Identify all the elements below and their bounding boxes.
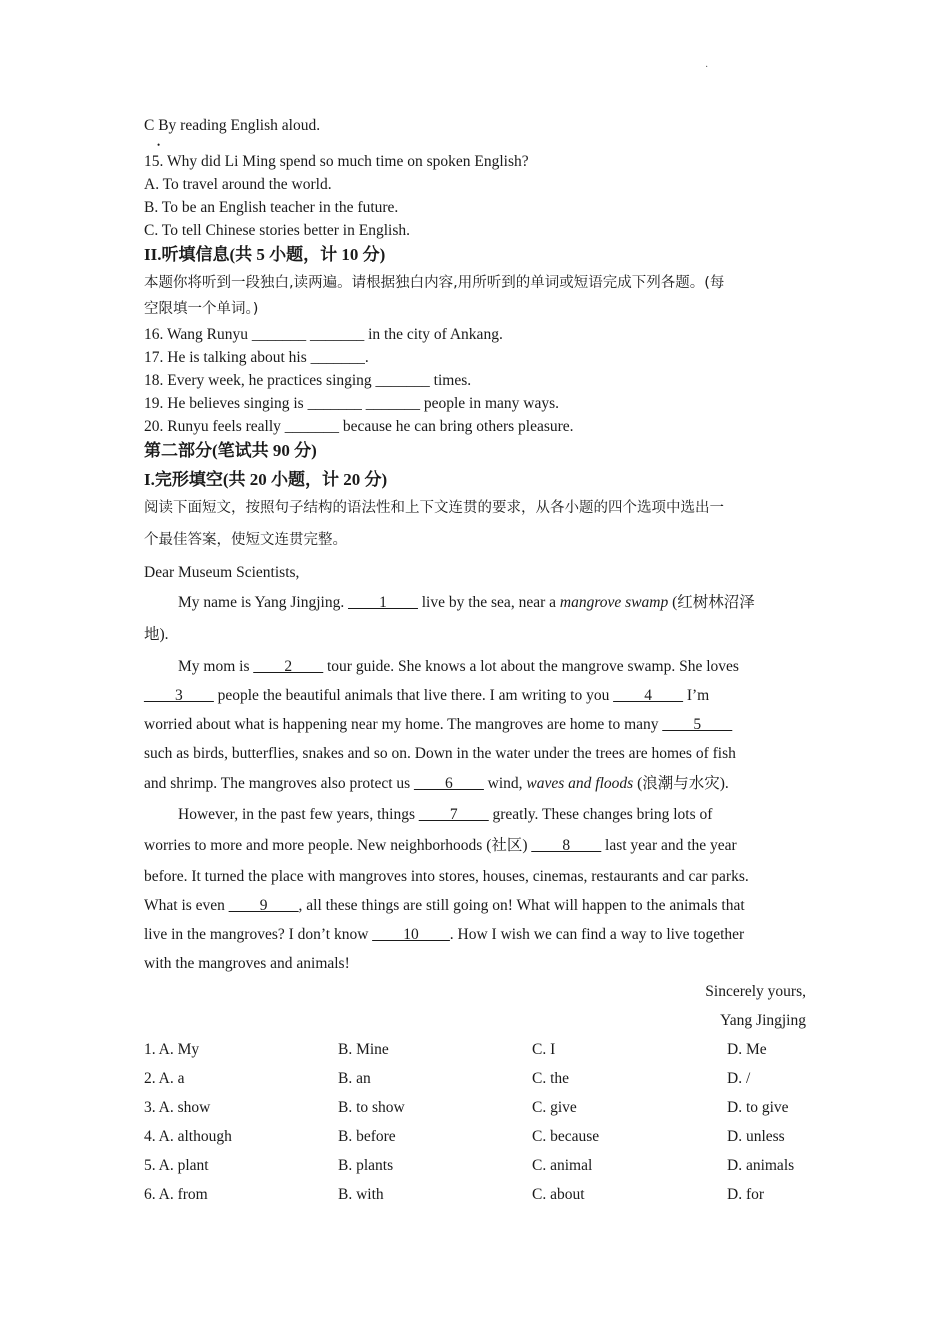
p3-text: However, in the past few years, things: [178, 806, 419, 823]
blank-1: ____1____: [348, 594, 418, 611]
p3-text: worries to more and more people. New neighborhoods (社区): [144, 837, 532, 854]
p1-text-1: My name is Yang Jingjing.: [178, 594, 349, 611]
p2-line-4: such as birds, butterflies, snakes and so on. Down in the water under the trees are homes of fish: [144, 745, 736, 762]
p2-text: worried about what is happening near my home. The mangroves are home to many: [144, 716, 663, 733]
cloze-instructions-1: 阅读下面短文，按照句子结构的语法性和上下文连贯的要求，从各小题的四个选项中选出一: [144, 500, 724, 516]
option-2-c: C. the: [532, 1070, 570, 1087]
q17: 17. He is talking about his _______.: [144, 349, 369, 366]
option-4-c: C. because: [532, 1128, 600, 1145]
blank-7: ____7____: [418, 806, 489, 823]
p2-line-5: [144, 774, 729, 794]
cloze-title: I.完形填空(共 20 小题，计 20 分): [144, 470, 388, 489]
option-6-d: D. for: [727, 1186, 765, 1203]
p1-text-2: live by the sea, near a: [417, 594, 560, 611]
blank-4: ____4____: [613, 687, 683, 704]
option-5-a: 5. A. plant: [144, 1157, 209, 1174]
p2-text: My mom is: [178, 658, 254, 675]
q16: 16. Wang Runyu _______ _______ in the city of Ankang.: [144, 326, 503, 343]
q20: 20. Runyu feels really _______ because he can bring others pleasure.: [144, 418, 574, 435]
letter-closing: Sincerely yours,: [705, 983, 806, 1000]
option-5-c: C. animal: [532, 1157, 593, 1174]
option-4-a: 4. A. although: [144, 1128, 232, 1145]
p2-text: wind,: [483, 775, 527, 792]
header-mark: ·: [705, 62, 709, 73]
blank-8: ____8____: [531, 837, 602, 854]
bullet-dot: •: [157, 140, 161, 150]
q19: 19. He believes singing is _______ _______ people in many ways.: [144, 395, 560, 412]
blank-10: ____10____: [372, 926, 450, 943]
section2-instructions-2: 空限填一个单词。): [144, 301, 259, 317]
option-6-b: B. with: [338, 1186, 384, 1203]
p1-italic: mangrove swamp: [559, 594, 669, 611]
p2-line-1: [144, 657, 739, 677]
cloze-instructions-2: 个最佳答案，使短文连贯完整。: [144, 532, 347, 548]
p1-line-2: 地).: [144, 626, 169, 643]
blank-5: ____5____: [662, 716, 733, 733]
p2-line-3: [144, 715, 732, 735]
p2-italic: waves and floods: [526, 775, 634, 792]
p2-text: tour guide. She knows a lot about the mangrove swamp. She loves: [323, 658, 739, 675]
letter-signature: Yang Jingjing: [720, 1012, 806, 1029]
blank-9: ____9____: [228, 897, 299, 914]
option-1-d: D. Me: [727, 1041, 767, 1058]
p2-text: (浪潮与水灾).: [633, 775, 729, 792]
option-5-b: B. plants: [338, 1157, 394, 1174]
p2-line-2: [144, 686, 709, 706]
option-1-b: B. Mine: [338, 1041, 389, 1058]
p3-line-3: before. It turned the place with mangroves into stores, houses, cinemas, restaurants and car parks.: [144, 868, 749, 885]
p3-line-2: [144, 836, 737, 856]
part2-title: 第二部分(笔试共 90 分): [144, 441, 317, 460]
option-3-a: 3. A. show: [144, 1099, 211, 1116]
option-6-c: C. about: [532, 1186, 585, 1203]
letter-salutation: Dear Museum Scientists,: [144, 564, 300, 581]
option-1-a: 1. A. My: [144, 1041, 200, 1058]
option-2-b: B. an: [338, 1070, 371, 1087]
p3-text: greatly. These changes bring lots of: [488, 806, 713, 823]
section2-instructions-1: 本题你将听到一段独白,读两遍。请根据独白内容,用所听到的单词或短语完成下列各题。(每: [144, 275, 725, 291]
p1-line-1: [144, 593, 755, 613]
option-4-b: B. before: [338, 1128, 396, 1145]
option-2-d: D. /: [727, 1070, 751, 1087]
p3-line-1: [144, 805, 712, 825]
option-6-a: 6. A. from: [144, 1186, 208, 1203]
q18: 18. Every week, he practices singing _______ times.: [144, 372, 472, 389]
p1-text-3: (红树林沼泽: [668, 594, 755, 611]
blank-2: ____2____: [253, 658, 324, 675]
p3-text: last year and the year: [601, 837, 737, 854]
p3-text: What is even: [144, 897, 229, 914]
q15-question: 15. Why did Li Ming spend so much time on spoken English?: [144, 153, 529, 170]
option-3-b: B. to show: [338, 1099, 405, 1116]
p3-text: live in the mangroves? I don’t know: [144, 926, 373, 943]
section2-title: II.听填信息(共 5 小题，计 10 分): [144, 245, 386, 264]
q14-option-c: C By reading English aloud.: [144, 117, 321, 134]
q15-option-c: C. To tell Chinese stories better in English.: [144, 222, 410, 239]
p3-text: , all these things are still going on! What will happen to the animals that: [298, 897, 745, 914]
p3-text: . How I wish we can find a way to live together: [449, 926, 745, 943]
option-3-c: C. give: [532, 1099, 577, 1116]
p3-line-6: with the mangroves and animals!: [144, 955, 350, 972]
p2-text: people the beautiful animals that live there. I am writing to you: [213, 687, 614, 704]
q15-option-b: B. To be an English teacher in the future.: [144, 199, 399, 216]
option-2-a: 2. A. a: [144, 1070, 185, 1087]
p2-text: I’m: [682, 687, 710, 704]
q15-option-a: A. To travel around the world.: [144, 176, 332, 193]
blank-3: ____3____: [144, 687, 214, 704]
p2-text: and shrimp. The mangroves also protect us: [144, 775, 415, 792]
option-5-d: D. animals: [727, 1157, 795, 1174]
option-1-c: C. I: [532, 1041, 556, 1058]
p3-line-5: [144, 925, 744, 945]
p3-line-4: [144, 896, 745, 916]
option-4-d: D. unless: [727, 1128, 785, 1145]
blank-6: ____6____: [414, 775, 484, 792]
option-3-d: D. to give: [727, 1099, 789, 1116]
